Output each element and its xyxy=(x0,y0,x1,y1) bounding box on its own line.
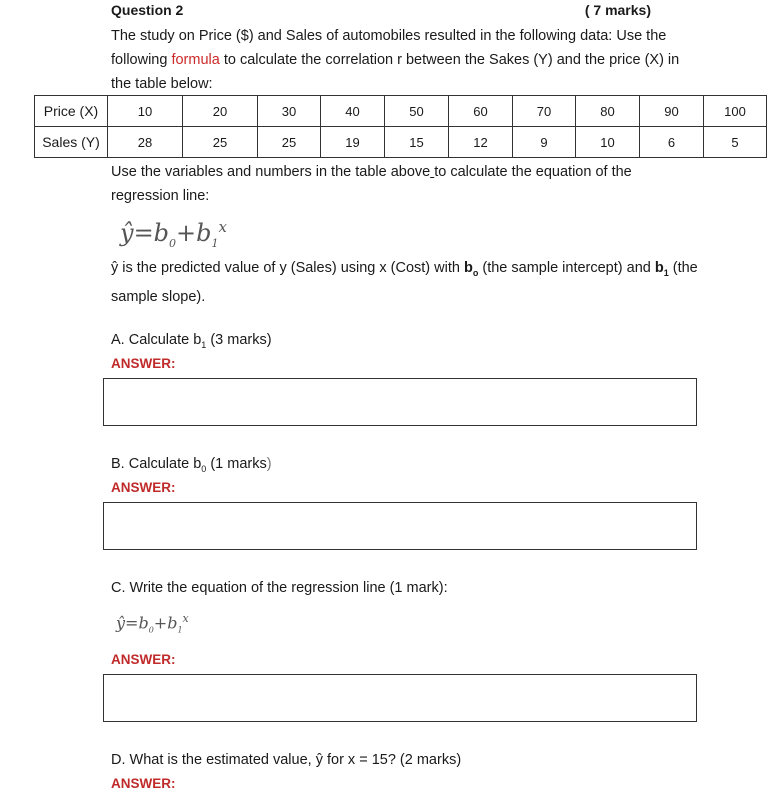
b0-symbol: b xyxy=(463,260,473,276)
formula-b: b xyxy=(138,613,149,633)
question-b xyxy=(111,454,272,479)
intro-text-1: The study on Price ($) and Sales of automobiles resulted in the following data: Use the following xyxy=(111,28,667,68)
price-cell: 100 xyxy=(704,96,767,127)
answer-label-c: ANSWER: xyxy=(111,652,176,667)
b1-symbol: b xyxy=(654,260,664,276)
price-row xyxy=(35,96,767,127)
price-cell: 10 xyxy=(108,96,183,127)
formula-sub0: 0 xyxy=(148,625,154,635)
sales-cell: 28 xyxy=(108,127,183,158)
question-b-close: ) xyxy=(266,456,272,472)
sales-cell: 25 xyxy=(258,127,321,158)
formula-equals: = xyxy=(125,613,139,633)
formula-yhat: ŷ xyxy=(120,219,134,247)
sales-cell: 10 xyxy=(576,127,640,158)
intro-text-2: to calculate the correlation r between the Sakes (Y) and the price (X) in the table below: xyxy=(111,52,680,92)
price-cell: 70 xyxy=(513,96,576,127)
question-a xyxy=(111,330,272,355)
formula-b: b xyxy=(153,219,170,247)
formula-plus: + xyxy=(153,613,168,633)
question-b-prefix: B. Calculate b xyxy=(111,456,202,472)
price-cell: 50 xyxy=(385,96,449,127)
answer-label-d: ANSWER: xyxy=(111,776,176,791)
question-c: C. Write the equation of the regression line (1 mark): xyxy=(111,580,448,596)
question-d: D. What is the estimated value, ŷ for x = 15? (2 marks) xyxy=(111,752,462,768)
question-a-suffix: (3 marks) xyxy=(206,332,272,348)
data-table xyxy=(34,95,767,158)
sales-row-label: Sales (Y) xyxy=(35,127,108,158)
question-heading xyxy=(111,2,651,18)
answer-box-c[interactable] xyxy=(103,674,697,722)
sales-cell: 25 xyxy=(183,127,258,158)
sales-cell: 6 xyxy=(640,127,704,158)
answer-label-a: ANSWER: xyxy=(111,356,176,371)
price-cell: 60 xyxy=(449,96,513,127)
para2-text-1: Use the variables and numbers in the table above xyxy=(111,164,431,180)
answer-label-b: ANSWER: xyxy=(111,480,176,495)
sales-cell: 12 xyxy=(449,127,513,158)
answer-box-a[interactable] xyxy=(103,378,697,426)
price-row-label: Price (X) xyxy=(35,96,108,127)
b0-sub: o xyxy=(472,267,479,278)
para3-text-1: ŷ is the predicted value of y (Sales) using x (Cost) with xyxy=(111,260,464,276)
sales-cell: 15 xyxy=(385,127,449,158)
b1-sub: 1 xyxy=(663,267,669,278)
yhat-definition xyxy=(111,256,711,309)
formula-yhat: ŷ xyxy=(116,613,126,633)
question-title: Question 2 xyxy=(111,2,184,18)
formula-sub1: 1 xyxy=(177,625,183,635)
regression-formula xyxy=(120,218,227,250)
regression-instruction xyxy=(111,160,701,208)
intro-paragraph xyxy=(111,24,701,96)
question-marks: ( 7 marks) xyxy=(584,2,651,18)
formula-b: b xyxy=(196,219,212,247)
price-cell: 90 xyxy=(640,96,704,127)
regression-formula-small xyxy=(116,612,189,635)
price-cell: 40 xyxy=(321,96,385,127)
price-cell: 80 xyxy=(576,96,640,127)
formula-b: b xyxy=(167,613,178,633)
question-b-suffix: (1 marks xyxy=(206,456,267,472)
formula-link-text: formula xyxy=(171,52,220,68)
formula-x: x xyxy=(182,612,189,625)
price-cell: 30 xyxy=(258,96,321,127)
para3-text-2: (the sample intercept) and xyxy=(478,260,655,276)
price-cell: 20 xyxy=(183,96,258,127)
formula-equals: = xyxy=(133,219,154,247)
question-a-prefix: A. Calculate b xyxy=(111,332,202,348)
formula-sub1: 1 xyxy=(211,236,219,250)
question-a-sub: 1 xyxy=(201,339,207,350)
question-b-sub: 0 xyxy=(201,463,207,474)
formula-sub0: 0 xyxy=(169,236,177,250)
para2-text-2: to calculate the equation of the regression line: xyxy=(111,164,632,204)
sales-cell: 19 xyxy=(321,127,385,158)
answer-box-b[interactable] xyxy=(103,502,697,550)
formula-x: x xyxy=(218,218,227,236)
para3-text-3: (the sample slope). xyxy=(111,260,698,305)
sales-row xyxy=(35,127,767,158)
formula-plus: + xyxy=(176,219,197,247)
sales-cell: 5 xyxy=(704,127,767,158)
sales-cell: 9 xyxy=(513,127,576,158)
